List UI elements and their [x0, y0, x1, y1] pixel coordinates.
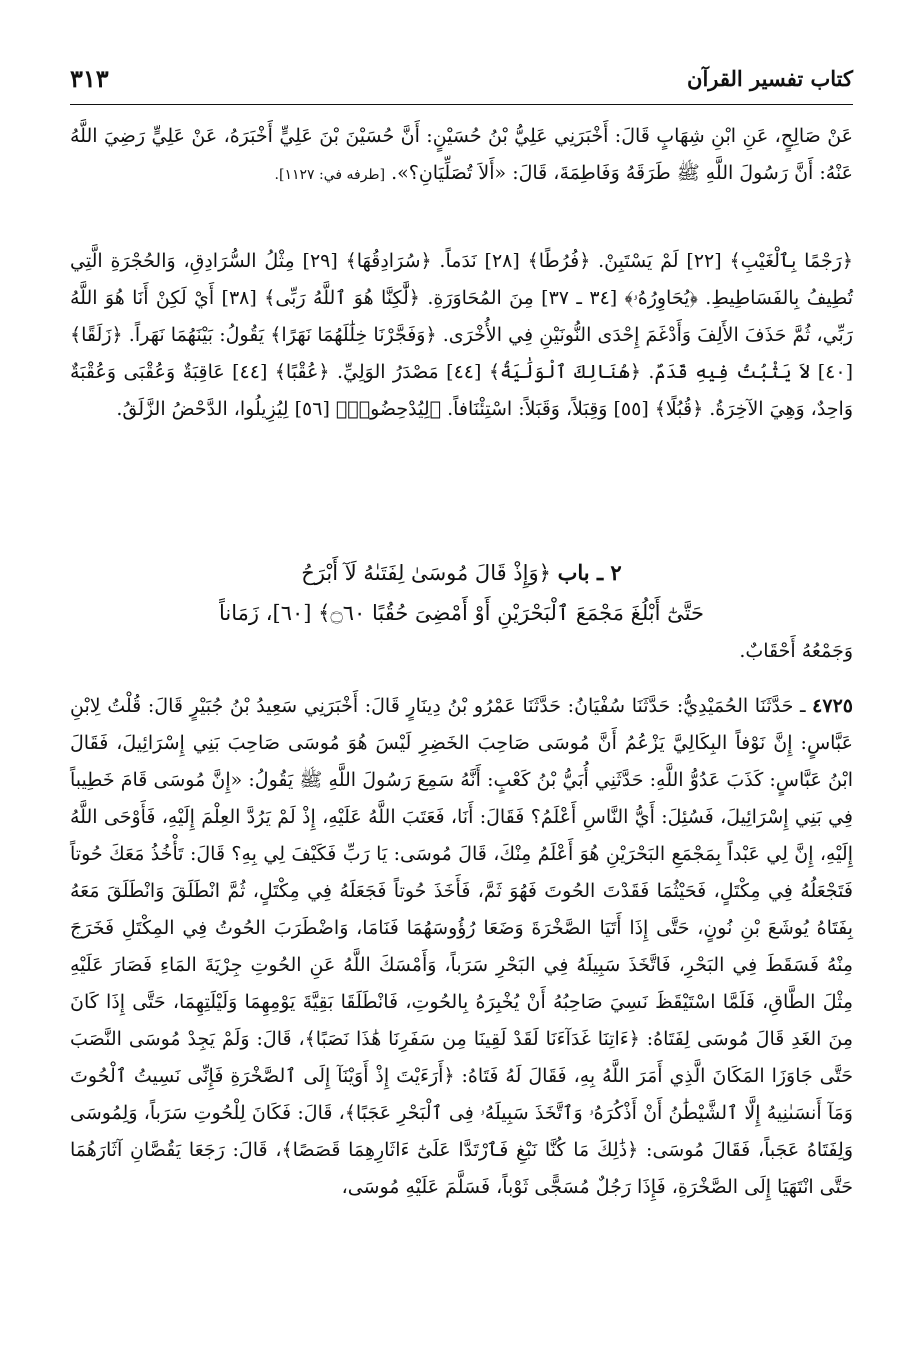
chapter-subline: وَجَمْعُهُ أَحْقَابٌ. [739, 640, 853, 662]
glossary-paragraph [70, 243, 853, 428]
book-title: كتاب تفسير القرآن [687, 66, 853, 91]
cross-reference-note: [طرفه في: ١١٢٧]. [274, 167, 386, 183]
hadith-number: ٤٧٢٥ [812, 695, 853, 717]
chapter-heading [70, 553, 853, 669]
chapter-heading-line1 [70, 553, 853, 593]
chapter-verse-line1: ﴿وَإِذْ قَالَ مُوسَىٰ لِفَتَىٰهُ لَآ أَبْرَحُ [301, 561, 551, 585]
page-number: ٣١٣ [70, 64, 109, 93]
chapter-verse-line2: حَتَّىٰٓ أَبْلُغَ مَجْمَعَ ٱلْبَحْرَيْنِ أَوْ أَمْضِىَ حُقُبًا ۝٦٠﴾ [٦٠]، زَمَاناً [219, 601, 704, 625]
hadith-end-text: عَنْ صَالِحٍ، عَنِ ابْنِ شِهَابٍ قَالَ: أَخْبَرَنِي عَلِيُّ بْنُ حُسَيْنٍ: أَنَّ حُسَيْنَ بْنَ عَلِيٍّ أَخْبَرَهُ، عَنْ عَلِيٍّ رَضِيَ اللَّهُ عَنْهُ: أَنَّ رَسُولَ اللَّهِ ﷺ طَرَقَهُ وَفَاطِمَةَ، قَالَ: «أَلاَ تُصَلِّيَانِ؟». [70, 125, 853, 184]
page-header [70, 60, 853, 105]
hadith-text: ـ حَدَّثَنَا الحُمَيْدِيُّ: حَدَّثَنَا سُفْيَانُ: حَدَّثَنَا عَمْرُو بْنُ دِينَارٍ قَالَ: أَخْبَرَنِي سَعِيدُ بْنُ جُبَيْرٍ قَالَ: قُلْتُ لِابْنِ عَبَّاسٍ: إِنَّ نَوْفاً البِكَالِيَّ يَزْعُمُ أَنَّ مُوسَى صَاحِبَ الخَضِرِ لَيْسَ هُوَ مُوسَى صَاحِبَ بَنِي إِسْرَائِيلَ، فَقَالَ ابْنُ عَبَّاسٍ: كَذَبَ عَدُوُّ اللَّهِ: حَدَّثَنِي أُبَيُّ بْنُ كَعْبٍ: أَنَّهُ سَمِعَ رَسُولَ اللَّهِ ﷺ يَقُولُ: «إِنَّ مُوسَى قَامَ خَطِيباً فِي بَنِي إِسْرَائِيلَ، فَسُئِلَ: أَيُّ النَّاسِ أَعْلَمُ؟ فَقَالَ: أَنَا، فَعَتَبَ اللَّهُ عَلَيْهِ، إِذْ لَمْ يَرُدَّ العِلْمَ إِلَيْهِ، فَأَوْحَى اللَّهُ إِلَيْهِ، إِنَّ لِي عَبْداً بِمَجْمَعِ البَحْرَيْنِ هُوَ أَعْلَمُ مِنْكَ، قَالَ مُوسَى: يَا رَبِّ فَكَيْفَ لِي بِهِ؟ قَالَ: تَأْخُذُ مَعَكَ حُوتاً فَتَجْعَلُهُ فِي مِكْتَلٍ، فَحَيْثُمَا فَقَدْتَ الحُوتَ فَهُوَ ثَمَّ، فَأَخَذَ حُوتاً فَجَعَلَهُ فِي مِكْتَلٍ، ثُمَّ انْطَلَقَ وَانْطَلَقَ مَعَهُ بِفَتَاهُ يُوشَعَ بْنِ نُونٍ، حَتَّى إِذَا أَتَيَا الصَّخْرَةَ وَضَعَا رُؤُوسَهُمَا فَنَامَا، وَاضْطَرَبَ الحُوتُ فِي المِكْتَلِ فَخَرَجَ مِنْهُ فَسَقَطَ فِي البَحْرِ، فَاتَّخَذَ سَبِيلَهُ فِي البَحْرِ سَرَباً، وَأَمْسَكَ اللَّهُ عَنِ الحُوتِ جِرْيَةَ المَاءِ فَصَارَ عَلَيْهِ مِثْلَ الطَّاقِ، فَلَمَّا اسْتَيْقَظَ نَسِيَ صَاحِبُهُ أَنْ يُخْبِرَهُ بِالحُوتِ، فَانْطَلَقَا بَقِيَّةَ يَوْمِهِمَا وَلَيْلَتِهِمَا، حَتَّى إِذَا كَانَ مِنَ الغَدِ قَالَ مُوسَى لِفَتَاهُ: ﴿ءَاتِنَا غَدَآءَنَا لَقَدْ لَقِينَا مِن سَفَرِنَا هَٰذَا نَصَبًا﴾، قَالَ: وَلَمْ يَجِدْ مُوسَى النَّصَبَ حَتَّى جَاوَزَا المَكَانَ الَّذِي أَمَرَ اللَّهُ بِهِ، فَقَالَ لَهُ فَتَاهُ: ﴿أَرَءَيْتَ إِذْ أَوَيْنَآ إِلَى ٱلصَّخْرَةِ فَإِنِّى نَسِيتُ ٱلْحُوتَ وَمَآ أَنسَىٰنِيهُ إِلَّا ٱلشَّيْطَٰنُ أَنْ أَذْكُرَهُۥ وَٱتَّخَذَ سَبِيلَهُۥ فِى ٱلْبَحْرِ عَجَبًا﴾، قَالَ: فَكَانَ لِلْحُوتِ سَرَباً، وَلِمُوسَى وَلِفَتَاهُ عَجَباً، فَقَالَ مُوسَى: ﴿ذَٰلِكَ مَا كُنَّا نَبْغِ فَٱرْتَدَّا عَلَىٰٓ ءَاثَارِهِمَا قَصَصًا﴾، قَالَ: رَجَعَا يَقُصَّانِ آثَارَهُمَا حَتَّى انْتَهَيَا إِلَى الصَّخْرَةِ، فَإِذَا رَجُلٌ مُسَجًّى ثَوْباً، فَسَلَّمَ عَلَيْهِ مُوسَى، [70, 695, 853, 1198]
chapter-label: ٢ ـ باب [557, 560, 622, 585]
hadith-end-paragraph [70, 118, 853, 194]
glossary-text: ﴿رَجْمًا بِٱلْغَيْبِ﴾ [٢٢] لَمْ يَسْتَبِنْ. ﴿فُرُطًا﴾ [٢٨] نَدَماً. ﴿سُرَادِقُهَا﴾ [٢٩] مِثْلُ السُّرَادِقِ، وَالحُجْرَةِ الَّتِي تُطِيفُ بِالفَسَاطِيطِ. ﴿يُحَاوِرُهُۥ﴾ [٣٤ ـ ٣٧] مِنَ المُحَاوَرَةِ. ﴿لَّٰكِنَّا هُوَ ٱللَّهُ رَبِّى﴾ [٣٨] أَيْ لَكِنْ أَنَا هُوَ اللَّهُ رَبِّي، ثُمَّ حَذَفَ الأَلِفَ وَأَدْغَمَ إِحْدَى النُّونَيْنِ فِي الأُخْرَى. ﴿وَفَجَّرْنَا خِلَٰلَهُمَا نَهَرًا﴾ يَقُولُ: بَيْنَهُمَا نَهَراً. ﴿زَلَقًا﴾ [٤٠] لاَ يَثْبُتُ فِيهِ قَدَمٌ. ﴿هُنَالِكَ ٱلْوَلَٰيَةُ﴾ [٤٤] مَصْدَرُ الوَلِيِّ. ﴿عُقْبًا﴾ [٤٤] عَاقِبَةٌ وَعُقْبَى وَعُقْبَةٌ وَاحِدٌ، وَهِيَ الآخِرَةُ. ﴿قُبُلًا﴾ [٥٥] وَقِبَلاً، وَقَبَلاً: اسْتِئْنَافاً. ﴿لِيُدْحِضُوا۟﴾ [٥٦] لِيُزِيلُوا، الدَّحْضُ الزَّلَقُ. [70, 250, 854, 420]
hadith-paragraph [70, 688, 853, 1206]
